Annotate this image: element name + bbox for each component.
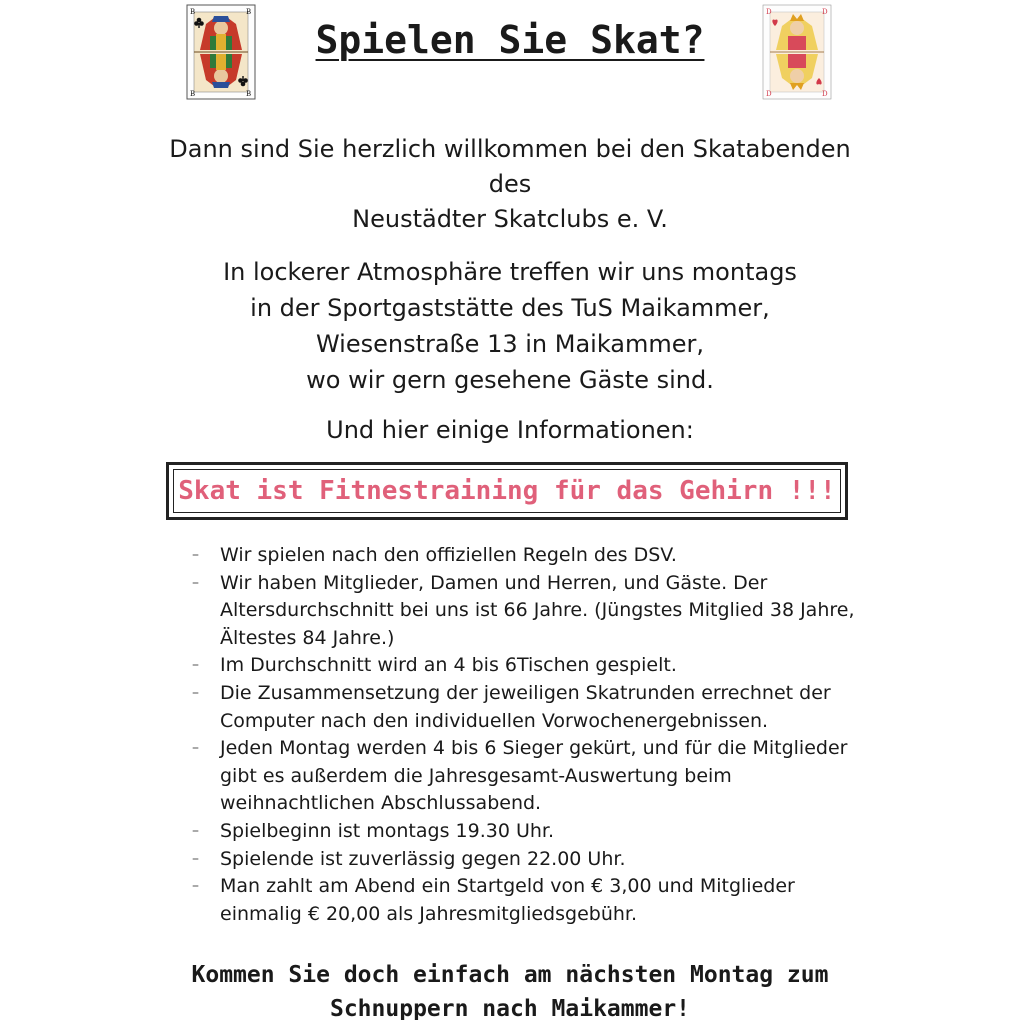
list-item: – Wir haben Mitglieder, Damen und Herren, und Gäste. Der Altersdurchschnitt bei uns ist 66 Jahre. (Jüngstes Mitglied 38 Jahre, Ältestes 84 Jahre.) xyxy=(192,570,872,653)
venue-text xyxy=(0,254,1020,398)
closing-invitation xyxy=(0,958,1020,1020)
list-item: – Spielende ist zuverlässig gegen 22.00 Uhr. xyxy=(192,846,872,874)
card-rank-text: D xyxy=(822,8,828,16)
welcome-line: Dann sind Sie herzlich willkommen bei den Skatabenden xyxy=(169,135,851,163)
card-rank-text: B xyxy=(190,90,196,98)
list-item: – Die Zusammensetzung der jeweiligen Skatrunden errechnet der Computer nach den individuellen Vorwochenergebnissen. xyxy=(192,680,872,735)
club-name: Neustädter Skatclubs e. V. xyxy=(352,205,668,233)
card-rank-text: B xyxy=(190,8,196,16)
venue-address: Wiesenstraße 13 in Maikammer, xyxy=(315,330,705,358)
card-rank-text: D xyxy=(766,8,772,16)
info-heading: Und hier einige Informationen: xyxy=(326,416,694,444)
queen-card-icon xyxy=(762,4,832,100)
list-item: – Spielbeginn ist montags 19.30 Uhr. xyxy=(192,818,872,846)
card-rank-text: D xyxy=(822,90,828,98)
card-rank-text: B xyxy=(246,90,252,98)
page-title xyxy=(0,18,1020,62)
venue-line: in der Sportgaststätte des TuS Maikammer, xyxy=(250,294,770,322)
facts-list xyxy=(192,542,872,928)
slogan-inner-frame xyxy=(173,469,841,513)
welcome-text xyxy=(0,132,1020,237)
slogan-box xyxy=(166,462,848,520)
closing-line: Schnuppern nach Maikammer! xyxy=(329,996,691,1020)
list-item: – Wir spielen nach den offiziellen Regeln des DSV. xyxy=(192,542,872,570)
list-item: – Man zahlt am Abend ein Startgeld von € 3,00 und Mitglieder einmalig € 20,00 als Jahresmitgliedsgebühr. xyxy=(192,873,872,928)
list-item: – Jeden Montag werden 4 bis 6 Sieger gekürt, und für die Mitglieder gibt es außerdem die Jahresgesamt-Auswertung beim weihnachtlichen Abschlussabend. xyxy=(192,735,872,818)
slogan-text: Skat ist Fitnestraining für das Gehirn !!! xyxy=(178,476,836,506)
card-rank-text: B xyxy=(246,8,252,16)
closing-line: Kommen Sie doch einfach am nächsten Montag zum xyxy=(191,962,829,988)
card-rank-text: D xyxy=(766,90,772,98)
queen-of-hearts-card xyxy=(762,4,832,100)
venue-line: wo wir gern gesehene Gäste sind. xyxy=(306,366,714,394)
welcome-line: des xyxy=(488,170,532,198)
list-item: – Im Durchschnitt wird an 4 bis 6Tischen gespielt. xyxy=(192,652,872,680)
page-title-text: Spielen Sie Skat? xyxy=(315,18,705,62)
venue-line: In lockerer Atmosphäre treffen wir uns montags xyxy=(223,258,797,286)
